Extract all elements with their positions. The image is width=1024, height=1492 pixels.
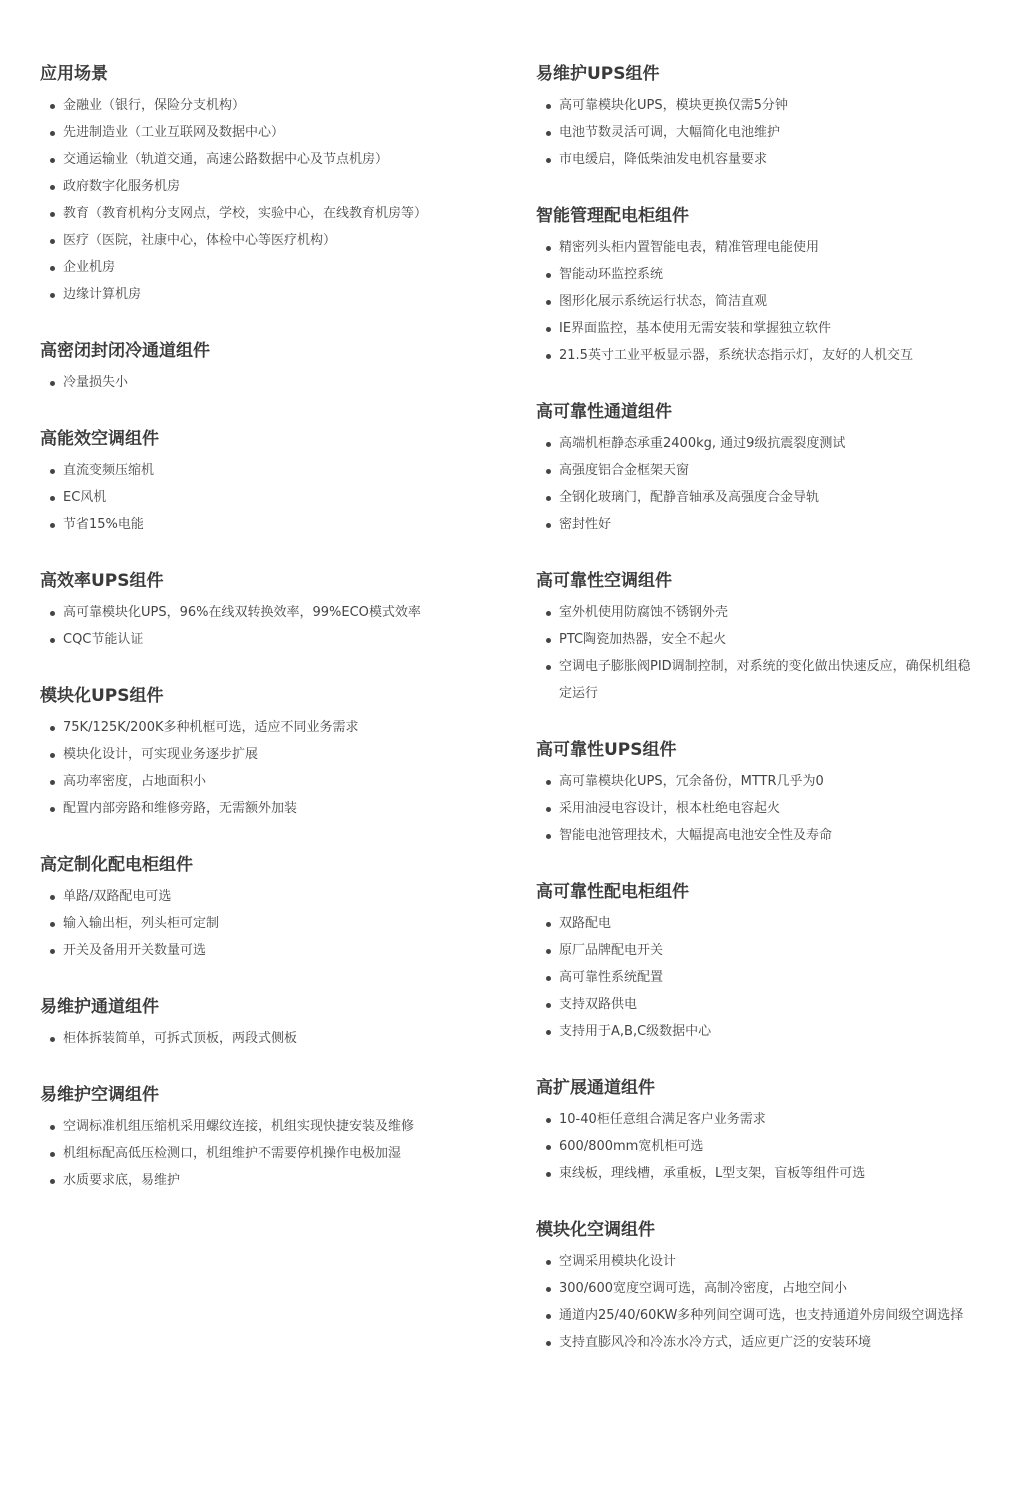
feature-list (536, 1248, 976, 1356)
feature-section (40, 427, 480, 538)
list-item-text: 全钢化玻璃门，配静音轴承及高强度合金导轨 (559, 490, 820, 505)
bullet-icon (546, 807, 551, 812)
list-item (40, 1167, 480, 1194)
list-item (536, 315, 976, 342)
bullet-icon (546, 1172, 551, 1177)
bullet-icon (546, 611, 551, 616)
list-item (536, 234, 976, 261)
list-item-text: 金融业（银行，保险分支机构） (63, 98, 246, 113)
list-item-text: 10-40柜任意组合满足客户业务需求 (559, 1112, 766, 1127)
list-item (536, 822, 976, 849)
list-item (536, 146, 976, 173)
list-item (536, 430, 976, 457)
list-item-text: IE界面监控，基本使用无需安装和掌握独立软件 (559, 321, 832, 336)
bullet-icon (50, 293, 55, 298)
bullet-icon (546, 665, 551, 670)
feature-section (40, 853, 480, 964)
list-item-text: 高强度铝合金框架天窗 (559, 463, 690, 478)
bullet-icon (50, 104, 55, 109)
bullet-icon (546, 1314, 551, 1319)
list-item (40, 937, 480, 964)
list-item-text: 企业机房 (63, 260, 116, 275)
list-item-text: 边缘计算机房 (63, 287, 142, 302)
feature-section (40, 1083, 480, 1194)
list-item-text: 21.5英寸工业平板显示器，系统状态指示灯，友好的人机交互 (559, 348, 913, 363)
bullet-icon (546, 1341, 551, 1346)
list-item-text: 支持双路供电 (559, 997, 638, 1012)
bullet-icon (50, 949, 55, 954)
bullet-icon (546, 976, 551, 981)
list-item (536, 119, 976, 146)
feature-list (40, 1113, 480, 1194)
feature-list (536, 234, 976, 369)
bullet-icon (50, 158, 55, 163)
bullet-icon (546, 638, 551, 643)
section-title: 高效率UPS组件 (40, 571, 164, 591)
list-item-text: 双路配电 (559, 916, 612, 931)
list-item (536, 1106, 976, 1133)
list-item (536, 261, 976, 288)
list-item-text: 支持用于A,B,C级数据中心 (559, 1024, 712, 1039)
list-item (536, 288, 976, 315)
bullet-icon (50, 753, 55, 758)
bullet-icon (50, 780, 55, 785)
list-item (40, 1113, 480, 1140)
section-title: 易维护通道组件 (40, 997, 159, 1017)
list-item-text: 单路/双路配电可选 (63, 889, 172, 904)
list-item-text: 密封性好 (559, 517, 612, 532)
bullet-icon (50, 1037, 55, 1042)
section-title: 高定制化配电柜组件 (40, 855, 193, 875)
bullet-icon (546, 523, 551, 528)
list-item (40, 511, 480, 538)
list-item-text: 模块化设计，可实现业务逐步扩展 (63, 747, 259, 762)
list-item-text: 柜体拆装简单，可拆式顶板，两段式侧板 (63, 1031, 298, 1046)
list-item (40, 910, 480, 937)
section-title: 模块化空调组件 (536, 1220, 655, 1240)
section-title: 高可靠性通道组件 (536, 402, 672, 422)
bullet-icon (546, 1118, 551, 1123)
bullet-icon (546, 246, 551, 251)
feature-list (40, 457, 480, 538)
list-item-text: 图形化展示系统运行状态，简洁直观 (559, 294, 768, 309)
feature-section (40, 684, 480, 822)
list-item (536, 92, 976, 119)
bullet-icon (546, 834, 551, 839)
feature-list (536, 1106, 976, 1187)
feature-list (40, 1025, 480, 1052)
list-item (40, 457, 480, 484)
bullet-icon (546, 158, 551, 163)
bullet-icon (50, 1125, 55, 1130)
bullet-icon (50, 1152, 55, 1157)
section-title: 高可靠性配电柜组件 (536, 882, 689, 902)
feature-list (536, 768, 976, 849)
list-item (536, 1302, 976, 1329)
list-item (536, 511, 976, 538)
section-title: 易维护UPS组件 (536, 64, 660, 84)
list-item (536, 626, 976, 653)
list-item-text: 医疗（医院，社康中心，体检中心等医疗机构） (63, 233, 337, 248)
left-column (40, 62, 480, 1225)
feature-section (536, 62, 976, 173)
list-item (536, 768, 976, 795)
bullet-icon (546, 354, 551, 359)
list-item-text: 采用油浸电容设计，根本杜绝电容起火 (559, 801, 781, 816)
feature-list (40, 714, 480, 822)
list-item (40, 714, 480, 741)
feature-list (40, 599, 480, 653)
list-item (536, 599, 976, 626)
list-item-text: 室外机使用防腐蚀不锈钢外壳 (559, 605, 729, 620)
bullet-icon (50, 807, 55, 812)
list-item-text: 束线板，理线槽，承重板，L型支架，盲板等组件可选 (559, 1166, 866, 1181)
bullet-icon (546, 1287, 551, 1292)
list-item-text: 通道内25/40/60KW多种列间空调可选，也支持通道外房间级空调选择 (559, 1308, 964, 1323)
bullet-icon (546, 469, 551, 474)
bullet-icon (50, 381, 55, 386)
list-item (536, 342, 976, 369)
list-item-text: 先进制造业（工业互联网及数据中心） (63, 125, 285, 140)
list-item (40, 1025, 480, 1052)
list-item (536, 1160, 976, 1187)
section-title: 应用场景 (40, 64, 108, 84)
list-item-text: 节省15%电能 (63, 517, 144, 532)
bullet-icon (546, 1003, 551, 1008)
list-item (536, 1133, 976, 1160)
feature-list (40, 883, 480, 964)
feature-section (40, 995, 480, 1052)
bullet-icon (546, 1145, 551, 1150)
bullet-icon (546, 327, 551, 332)
feature-list (536, 599, 976, 707)
feature-section (40, 569, 480, 653)
list-item (536, 457, 976, 484)
list-item-text: 空调标准机组压缩机采用螺纹连接，机组实现快捷安装及维修 (63, 1119, 415, 1134)
bullet-icon (546, 949, 551, 954)
list-item-text: 75K/125K/200K多种机框可选，适应不同业务需求 (63, 720, 359, 735)
list-item (536, 991, 976, 1018)
list-item-text: 高可靠模块化UPS，冗余备份，MTTR几乎为0 (559, 774, 824, 789)
feature-section (536, 1076, 976, 1187)
right-column (536, 62, 976, 1387)
feature-list (536, 910, 976, 1045)
list-item-text: EC风机 (63, 490, 107, 505)
list-item (536, 1018, 976, 1045)
list-item-text: 空调采用模块化设计 (559, 1254, 677, 1269)
bullet-icon (546, 1260, 551, 1265)
list-item-text: PTC陶瓷加热器，安全不起火 (559, 632, 727, 647)
list-item (40, 626, 480, 653)
list-item-text: 水质要求底，易维护 (63, 1173, 181, 1188)
list-item-text: 高可靠模块化UPS，模块更换仅需5分钟 (559, 98, 788, 113)
bullet-icon (50, 638, 55, 643)
bullet-icon (546, 922, 551, 927)
bullet-icon (546, 780, 551, 785)
feature-section (536, 738, 976, 849)
bullet-icon (546, 273, 551, 278)
list-item (536, 795, 976, 822)
feature-section (536, 880, 976, 1045)
list-item-text: CQC节能认证 (63, 632, 144, 647)
feature-section (536, 1218, 976, 1356)
section-title: 高可靠性空调组件 (536, 571, 672, 591)
list-item (40, 1140, 480, 1167)
bullet-icon (50, 726, 55, 731)
bullet-icon (546, 104, 551, 109)
list-item (536, 1275, 976, 1302)
list-item (536, 484, 976, 511)
list-item-text: 直流变频压缩机 (63, 463, 155, 478)
section-title: 高扩展通道组件 (536, 1078, 655, 1098)
feature-section (536, 204, 976, 369)
list-item (40, 795, 480, 822)
list-item (40, 227, 480, 254)
bullet-icon (50, 469, 55, 474)
list-item-text: 智能动环监控系统 (559, 267, 664, 282)
list-item-text: 输入输出柜，列头柜可定制 (63, 916, 220, 931)
bullet-icon (50, 895, 55, 900)
list-item (536, 964, 976, 991)
list-item-text: 智能电池管理技术，大幅提高电池安全性及寿命 (559, 828, 833, 843)
section-title: 智能管理配电柜组件 (536, 206, 689, 226)
list-item (536, 1248, 976, 1275)
list-item-text: 市电缓启，降低柴油发电机容量要求 (559, 152, 768, 167)
bullet-icon (546, 300, 551, 305)
list-item (40, 883, 480, 910)
list-item (536, 1329, 976, 1356)
bullet-icon (50, 1179, 55, 1184)
list-item (40, 768, 480, 795)
list-item-text: 开关及备用开关数量可选 (63, 943, 207, 958)
bullet-icon (50, 922, 55, 927)
bullet-icon (50, 131, 55, 136)
section-title: 模块化UPS组件 (40, 686, 164, 706)
list-item (40, 119, 480, 146)
list-item-text: 配置内部旁路和维修旁路，无需额外加装 (63, 801, 298, 816)
list-item-text: 冷量损失小 (63, 375, 129, 390)
bullet-icon (50, 523, 55, 528)
list-item-text: 原厂品牌配电开关 (559, 943, 664, 958)
bullet-icon (546, 442, 551, 447)
list-item (40, 599, 480, 626)
list-item-text: 教育（教育机构分支网点，学校，实验中心，在线教育机房等） (63, 206, 428, 221)
list-item (536, 653, 976, 707)
feature-section (536, 400, 976, 538)
bullet-icon (50, 239, 55, 244)
section-title: 易维护空调组件 (40, 1085, 159, 1105)
feature-section (536, 569, 976, 707)
list-item (40, 369, 480, 396)
list-item (40, 173, 480, 200)
list-item-text: 交通运输业（轨道交通，高速公路数据中心及节点机房） (63, 152, 389, 167)
list-item (536, 937, 976, 964)
list-item (40, 254, 480, 281)
section-title: 高能效空调组件 (40, 429, 159, 449)
feature-list (40, 92, 480, 308)
list-item (40, 741, 480, 768)
list-item-text: 机组标配高低压检测口，机组维护不需要停机操作电极加湿 (63, 1146, 402, 1161)
list-item (536, 910, 976, 937)
bullet-icon (50, 212, 55, 217)
section-title: 高密闭封闭冷通道组件 (40, 341, 210, 361)
feature-list (40, 369, 480, 396)
bullet-icon (50, 185, 55, 190)
list-item (40, 146, 480, 173)
section-title: 高可靠性UPS组件 (536, 740, 677, 760)
list-item-text: 高功率密度，占地面积小 (63, 774, 207, 789)
feature-list (536, 430, 976, 538)
feature-section (40, 62, 480, 308)
feature-section (40, 339, 480, 396)
bullet-icon (50, 496, 55, 501)
list-item-text: 空调电子膨胀阀PID调制控制，对系统的变化做出快速反应，确保机组稳定运行 (559, 659, 971, 701)
bullet-icon (50, 266, 55, 271)
bullet-icon (546, 496, 551, 501)
list-item-text: 支持直膨风冷和冷冻水冷方式，适应更广泛的安装环境 (559, 1335, 872, 1350)
list-item-text: 高可靠模块化UPS，96%在线双转换效率，99%ECO模式效率 (63, 605, 421, 620)
list-item (40, 200, 480, 227)
feature-list (536, 92, 976, 173)
list-item (40, 92, 480, 119)
bullet-icon (546, 1030, 551, 1035)
list-item-text: 电池节数灵活可调，大幅简化电池维护 (559, 125, 781, 140)
list-item (40, 281, 480, 308)
bullet-icon (50, 611, 55, 616)
list-item-text: 300/600宽度空调可选，高制冷密度，占地空间小 (559, 1281, 848, 1296)
list-item-text: 政府数字化服务机房 (63, 179, 181, 194)
list-item-text: 高可靠性系统配置 (559, 970, 664, 985)
list-item-text: 高端机柜静态承重2400kg, 通过9级抗震裂度测试 (559, 436, 846, 451)
list-item (40, 484, 480, 511)
bullet-icon (546, 131, 551, 136)
list-item-text: 600/800mm宽机柜可选 (559, 1139, 704, 1154)
list-item-text: 精密列头柜内置智能电表，精准管理电能使用 (559, 240, 820, 255)
